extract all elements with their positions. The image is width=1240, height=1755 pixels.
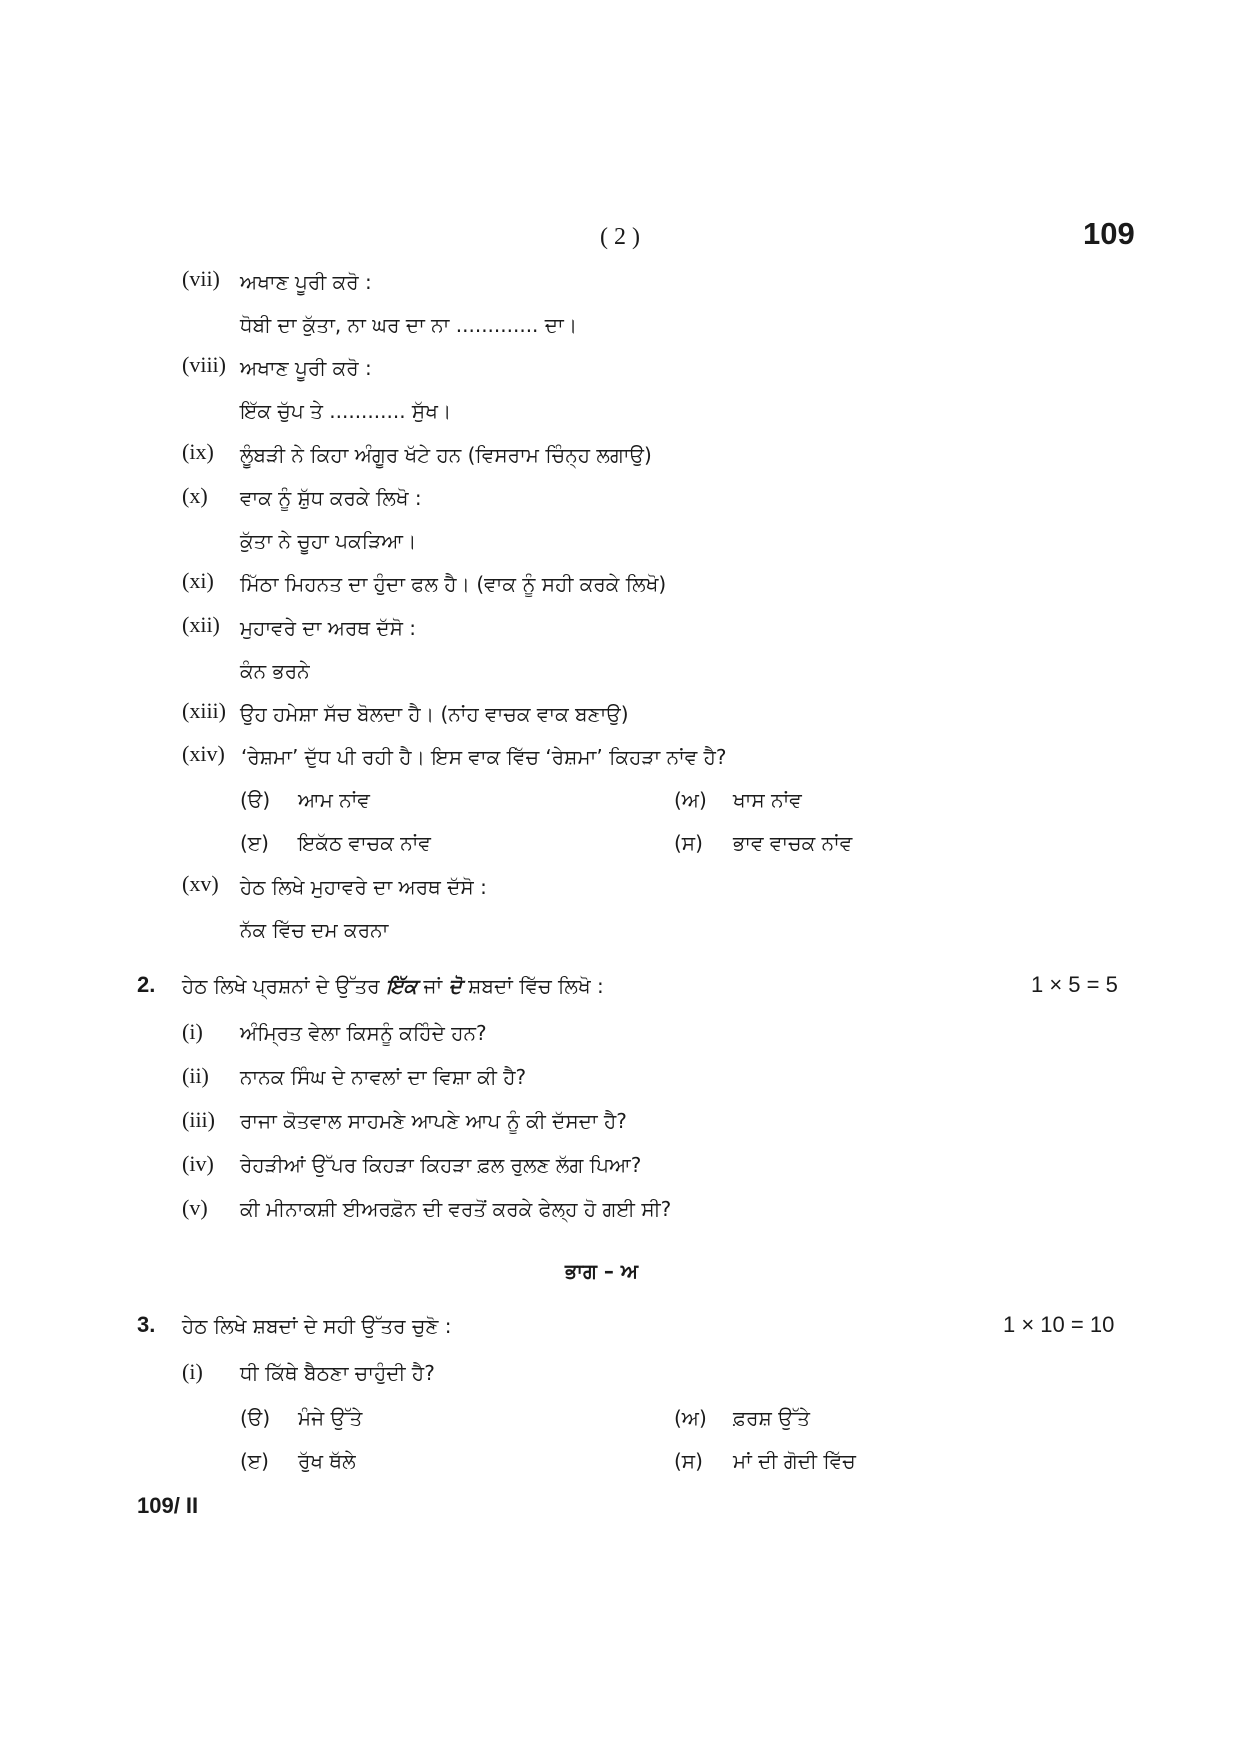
item-number: (iii) xyxy=(182,1107,215,1132)
paper-code-top: 109 xyxy=(1083,216,1135,251)
question-subtext: ਕੁੱਤਾ ਨੇ ਚੂਹਾ ਪਕੜਿਆ। xyxy=(240,529,417,553)
question-number: 2. xyxy=(137,972,156,997)
question-subtext: ਨੱਕ ਵਿੱਚ ਦਮ ਕਰਨਾ xyxy=(240,918,389,942)
question-text: ਨਾਨਕ ਸਿੰਘ ਦੇ ਨਾਵਲਾਂ ਦਾ ਵਿਸ਼ਾ ਕੀ ਹੈ? xyxy=(240,1065,527,1089)
option-text: ਮਾਂ ਦੀ ਗੋਦੀ ਵਿੱਚ xyxy=(733,1449,856,1473)
question-text: ਅੰਮ੍ਰਿਤ ਵੇਲਾ ਕਿਸਨੂੰ ਕਹਿੰਦੇ ਹਨ? xyxy=(240,1021,487,1045)
item-number: (x) xyxy=(182,483,208,508)
marks-allocation: 1 × 10 = 10 xyxy=(1003,1312,1115,1337)
question-subtext: ਧੋਬੀ ਦਾ ਕੁੱਤਾ, ਨਾ ਘਰ ਦਾ ਨਾ ............. ਦਾ। xyxy=(240,313,578,337)
question-heading: ਹੇਠ ਲਿਖੇ ਸ਼ਬਦਾਂ ਦੇ ਸਹੀ ਉੱਤਰ ਚੁਣੋ : xyxy=(182,1314,452,1338)
option-text: ਖਾਸ ਨਾਂਵ xyxy=(733,788,802,812)
question-text: ਹੇਠ ਲਿਖੇ ਮੁਹਾਵਰੇ ਦਾ ਅਰਥ ਦੱਸੋ : xyxy=(240,875,487,899)
option-text: ਮੰਜੇ ਉੱਤੇ xyxy=(298,1406,363,1430)
marks-allocation: 1 × 5 = 5 xyxy=(1031,972,1118,997)
question-text: ਮਿੱਠਾ ਮਿਹਨਤ ਦਾ ਹੁੰਦਾ ਫਲ ਹੈ। (ਵਾਕ ਨੂੰ ਸਹੀ ਕਰਕੇ ਲਿਖੋ) xyxy=(240,572,667,596)
question-subtext: ਇੱਕ ਚੁੱਪ ਤੇ ............ ਸੁੱਖ। xyxy=(240,399,452,423)
question-subtext: ਕੰਨ ਭਰਨੇ xyxy=(240,659,310,683)
question-number: 3. xyxy=(137,1312,156,1337)
item-number: (xv) xyxy=(182,871,219,896)
question-text: ‘ਰੇਸ਼ਮਾ’ ਦੁੱਧ ਪੀ ਰਹੀ ਹੈ। ਇਸ ਵਾਕ ਵਿੱਚ ‘ਰੇਸ਼ਮਾ’ ਕਿਹੜਾ ਨਾਂਵ ਹੈ? xyxy=(241,745,727,769)
item-number: (xi) xyxy=(182,568,214,593)
section-heading: ਭਾਗ – ਅ xyxy=(565,1259,639,1283)
item-number: (v) xyxy=(182,1195,208,1220)
option-label: (ਸ) xyxy=(674,831,703,855)
option-label: (ੳ) xyxy=(240,1406,271,1430)
item-number: (i) xyxy=(182,1359,203,1384)
question-text: ਕੀ ਮੀਨਾਕਸ਼ੀ ਈਅਰਫ਼ੋਨ ਦੀ ਵਰਤੋਂ ਕਰਕੇ ਫੇਲ੍ਹ ਹੋ ਗਈ ਸੀ? xyxy=(240,1197,672,1221)
question-text: ਰਾਜਾ ਕੋਤਵਾਲ ਸਾਹਮਣੇ ਆਪਣੇ ਆਪ ਨੂੰ ਕੀ ਦੱਸਦਾ ਹੈ? xyxy=(240,1109,627,1133)
option-label: (ਅ) xyxy=(674,788,707,812)
question-text: ਲੂੰਬੜੀ ਨੇ ਕਿਹਾ ਅੰਗੂਰ ਖੱਟੇ ਹਨ (ਵਿਸਰਾਮ ਚਿੰਨ੍ਹ ਲਗਾਉ) xyxy=(240,443,652,467)
question-text: ਧੀ ਕਿੱਥੇ ਬੈਠਣਾ ਚਾਹੁੰਦੀ ਹੈ? xyxy=(240,1361,435,1385)
item-number: (iv) xyxy=(182,1151,214,1176)
item-number: (xii) xyxy=(182,612,220,637)
item-number: (xiii) xyxy=(182,698,226,723)
question-text: ਰੇਹੜੀਆਂ ਉੱਪਰ ਕਿਹੜਾ ਕਿਹੜਾ ਫ਼ਲ ਰੁਲਣ ਲੱਗ ਪਿਆ? xyxy=(240,1153,642,1177)
option-label: (ਅ) xyxy=(674,1406,707,1430)
question-text: ਅਖਾਣ ਪੂਰੀ ਕਰੋ : xyxy=(240,356,372,380)
item-number: (viii) xyxy=(182,352,226,377)
option-label: (ੲ) xyxy=(240,831,269,855)
item-number: (xiv) xyxy=(182,741,225,766)
option-text: ਆਮ ਨਾਂਵ xyxy=(298,788,370,812)
question-text: ਅਖਾਣ ਪੂਰੀ ਕਰੋ : xyxy=(240,270,372,294)
option-label: (ੲ) xyxy=(240,1449,269,1473)
item-number: (ix) xyxy=(182,439,214,464)
option-text: ਰੁੱਖ ਥੱਲੇ xyxy=(298,1449,356,1473)
item-number: (ii) xyxy=(182,1063,209,1088)
page-number: ( 2 ) xyxy=(600,224,640,250)
option-label: (ਸ) xyxy=(674,1449,703,1473)
item-number: (i) xyxy=(182,1019,203,1044)
option-label: (ੳ) xyxy=(240,788,271,812)
paper-code-footer: 109/ II xyxy=(137,1493,199,1518)
option-text: ਇਕੱਠ ਵਾਚਕ ਨਾਂਵ xyxy=(298,831,431,855)
option-text: ਫ਼ਰਸ਼ ਉੱਤੇ xyxy=(733,1406,810,1430)
question-text: ਮੁਹਾਵਰੇ ਦਾ ਅਰਥ ਦੱਸੋ : xyxy=(240,616,417,640)
option-text: ਭਾਵ ਵਾਚਕ ਨਾਂਵ xyxy=(733,831,853,855)
emphasis-two: ਦੋ xyxy=(448,974,462,998)
question-text: ਵਾਕ ਨੂੰ ਸ਼ੁੱਧ ਕਰਕੇ ਲਿਖੋ : xyxy=(240,486,422,510)
item-number: (vii) xyxy=(182,266,220,291)
emphasis-one: ਇੱਕ xyxy=(386,974,418,998)
question-text: ਉਹ ਹਮੇਸ਼ਾ ਸੱਚ ਬੋਲਦਾ ਹੈ। (ਨਾਂਹ ਵਾਚਕ ਵਾਕ ਬਣਾਉ) xyxy=(240,702,629,726)
question-heading: ਹੇਠ ਲਿਖੇ ਪ੍ਰਸ਼ਨਾਂ ਦੇ ਉੱਤਰ ਇੱਕ ਜਾਂ ਦੋ ਸ਼ਬਦਾਂ ਵਿੱਚ ਲਿਖੋ : xyxy=(182,974,604,998)
